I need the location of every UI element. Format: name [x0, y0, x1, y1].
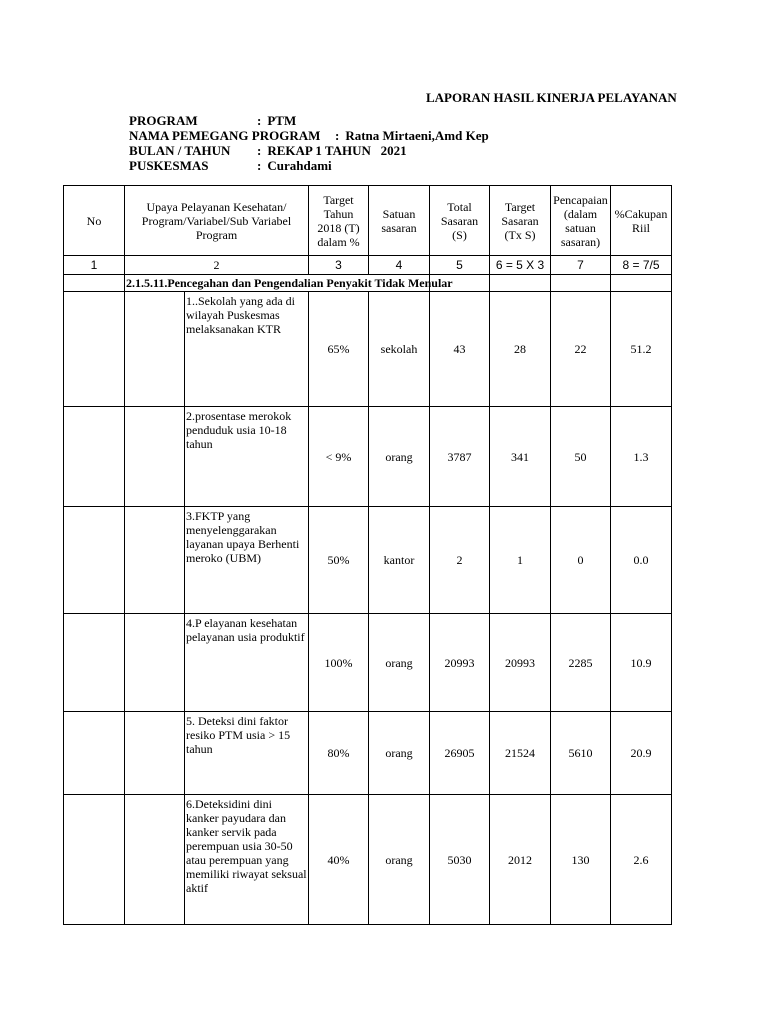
- table-row: [64, 712, 672, 795]
- performance-table: [63, 185, 672, 925]
- section-cell: [551, 275, 611, 292]
- row-no-cell: [64, 712, 125, 795]
- row-description: 3.FKTP yang menyelenggarakan layanan upaya Berhenti meroko (UBM): [185, 507, 309, 614]
- meta-program-label: PROGRAM: [129, 113, 198, 128]
- row-satuan: orang: [369, 712, 430, 795]
- header-no: No: [64, 186, 125, 256]
- row-target: 65%: [309, 292, 369, 407]
- row-blank-cell: [125, 795, 185, 925]
- row-cakupan: 2.6: [611, 795, 672, 925]
- meta-puskesmas-label: PUSKESMAS: [129, 158, 209, 173]
- row-target: 80%: [309, 712, 369, 795]
- col-number: 8 = 7/5: [611, 256, 672, 275]
- header-row: [64, 186, 672, 256]
- row-pencapaian: 0: [551, 507, 611, 614]
- row-blank-cell: [125, 407, 185, 507]
- table-row: [64, 507, 672, 614]
- row-target: 40%: [309, 795, 369, 925]
- row-no-cell: [64, 614, 125, 712]
- section-no-cell: [64, 275, 125, 292]
- meta-sep: :: [257, 113, 262, 128]
- column-number-row: [64, 256, 672, 275]
- meta-program: [129, 113, 296, 129]
- meta-period: [129, 143, 407, 159]
- header-total: Total Sasaran (S): [430, 186, 490, 256]
- row-satuan: orang: [369, 407, 430, 507]
- row-blank-cell: [125, 507, 185, 614]
- row-no-cell: [64, 292, 125, 407]
- row-pencapaian: 5610: [551, 712, 611, 795]
- row-total: 2: [430, 507, 490, 614]
- row-total: 3787: [430, 407, 490, 507]
- row-target: < 9%: [309, 407, 369, 507]
- row-total: 5030: [430, 795, 490, 925]
- row-description: 4.P elayanan kesehatan pelayanan usia produktif: [185, 614, 309, 712]
- section-cell: [490, 275, 551, 292]
- row-cakupan: 10.9: [611, 614, 672, 712]
- row-pencapaian: 2285: [551, 614, 611, 712]
- meta-period-label: BULAN / TAHUN: [129, 143, 231, 158]
- row-satuan: orang: [369, 614, 430, 712]
- table-row: [64, 292, 672, 407]
- row-target: 100%: [309, 614, 369, 712]
- header-cakupan: %Cakupan Riil: [611, 186, 672, 256]
- col-number: 6 = 5 X 3: [490, 256, 551, 275]
- meta-puskesmas-value: Curahdami: [267, 158, 332, 173]
- meta-period-value: REKAP 1 TAHUN 2021: [267, 143, 407, 158]
- row-satuan: sekolah: [369, 292, 430, 407]
- col-number: 5: [430, 256, 490, 275]
- header-upaya: Upaya Pelayanan Kesehatan/ Program/Variabel/Sub Variabel Program: [125, 186, 309, 256]
- meta-holder: [129, 128, 489, 144]
- row-total: 43: [430, 292, 490, 407]
- row-target-sasaran: 341: [490, 407, 551, 507]
- row-pencapaian: 50: [551, 407, 611, 507]
- header-pencapaian: Pencapaian (dalam satuan sasaran): [551, 186, 611, 256]
- row-satuan: kantor: [369, 507, 430, 614]
- row-cakupan: 51.2: [611, 292, 672, 407]
- row-target-sasaran: 21524: [490, 712, 551, 795]
- header-target-tahun: Target Tahun 2018 (T) dalam %: [309, 186, 369, 256]
- col-number: 7: [551, 256, 611, 275]
- col-number: 1: [64, 256, 125, 275]
- row-cakupan: 0.0: [611, 507, 672, 614]
- col-number: 2: [125, 256, 309, 275]
- table-row: [64, 407, 672, 507]
- row-satuan: orang: [369, 795, 430, 925]
- col-number: 3: [309, 256, 369, 275]
- meta-holder-label: NAMA PEMEGANG PROGRAM: [129, 128, 321, 143]
- row-no-cell: [64, 507, 125, 614]
- meta-sep: :: [257, 158, 262, 173]
- row-pencapaian: 22: [551, 292, 611, 407]
- row-target-sasaran: 20993: [490, 614, 551, 712]
- row-description: 6.Deteksidini dini kanker payudara dan kanker servik pada perempuan usia 30-50 atau perempuan yang memiliki riwayat seksual aktif: [185, 795, 309, 925]
- meta-puskesmas: [129, 158, 332, 174]
- row-target-sasaran: 28: [490, 292, 551, 407]
- row-target-sasaran: 2012: [490, 795, 551, 925]
- row-blank-cell: [125, 614, 185, 712]
- section-title: 2.1.5.11.Pencegahan dan Pengendalian Penyakit Tidak Menular: [126, 276, 453, 290]
- row-cakupan: 1.3: [611, 407, 672, 507]
- col-number: 4: [369, 256, 430, 275]
- row-target: 50%: [309, 507, 369, 614]
- row-cakupan: 20.9: [611, 712, 672, 795]
- row-description: 1..Sekolah yang ada di wilayah Puskesmas melaksanakan KTR: [185, 292, 309, 407]
- meta-program-value: PTM: [267, 113, 297, 128]
- report-title: LAPORAN HASIL KINERJA PELAYANAN: [426, 90, 677, 105]
- header-target-sasaran: Target Sasaran (Tx S): [490, 186, 551, 256]
- meta-sep: :: [335, 128, 340, 143]
- row-total: 26905: [430, 712, 490, 795]
- row-description: 2.prosentase merokok penduduk usia 10-18 tahun: [185, 407, 309, 507]
- row-blank-cell: [125, 292, 185, 407]
- row-blank-cell: [125, 712, 185, 795]
- section-cell: [611, 275, 672, 292]
- header-satuan: Satuan sasaran: [369, 186, 430, 256]
- section-row: [64, 275, 672, 292]
- meta-holder-value: Ratna Mirtaeni,Amd Kep: [345, 128, 489, 143]
- meta-sep: :: [257, 143, 262, 158]
- row-pencapaian: 130: [551, 795, 611, 925]
- row-total: 20993: [430, 614, 490, 712]
- row-no-cell: [64, 795, 125, 925]
- row-target-sasaran: 1: [490, 507, 551, 614]
- row-description: 5. Deteksi dini faktor resiko PTM usia > 15 tahun: [185, 712, 309, 795]
- row-no-cell: [64, 407, 125, 507]
- table-row: [64, 614, 672, 712]
- table-row: [64, 795, 672, 925]
